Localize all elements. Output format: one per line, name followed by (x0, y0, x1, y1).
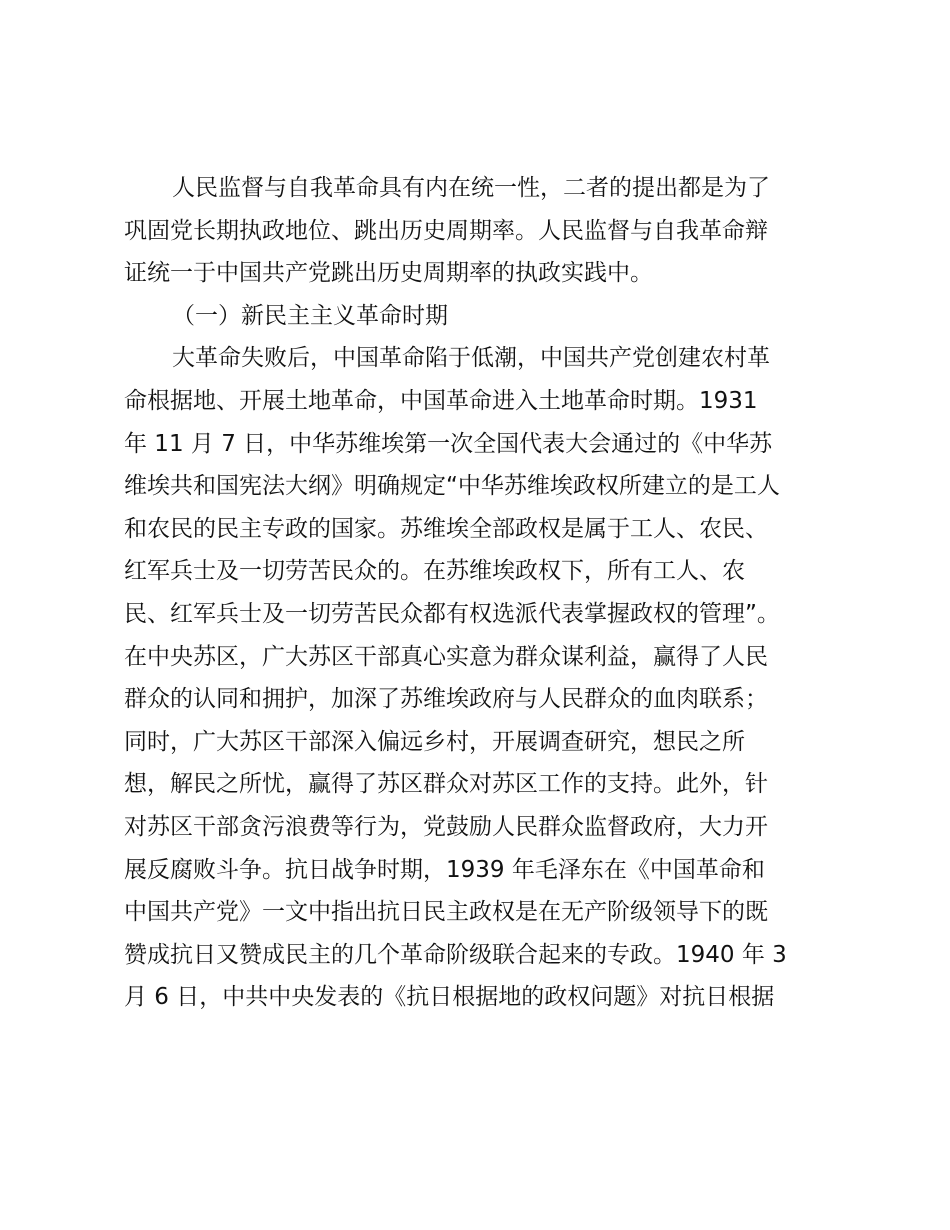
paragraph-2-line: 大革命失败后，中国革命陷于低潮，中国共产党创建农村革 (172, 345, 770, 372)
paragraph-2-line: 红军兵士及一切劳苦民众的。在苏维埃政权下，所有工人、农 (124, 558, 745, 585)
paragraph-1-line: 人民监督与自我革命具有内在统一性，二者的提出都是为了 (172, 175, 770, 201)
paragraph-2-line: 想，解民之所忧，赢得了苏区群众对苏区工作的支持。此外，针 (124, 771, 768, 798)
paragraph-1-line: 巩固党长期执政地位、跳出历史周期率。人民监督与自我革命辩 (124, 217, 768, 244)
paragraph-2-line: 赞成抗日又赞成民主的几个革命阶级联合起来的专政。1940 年 3 (124, 941, 787, 968)
paragraph-2-line: 中国共产党》一文中指出抗日民主政权是在无产阶级领导下的既 (124, 899, 768, 926)
paragraph-2-line: 群众的认同和拥护，加深了苏维埃政府与人民群众的血肉联系； (124, 686, 768, 713)
paragraph-2-line: 年 11 月 7 日，中华苏维埃第一次全国代表大会通过的《中华苏 (124, 430, 773, 457)
paragraph-1-line: 证统一于中国共产党跳出历史周期率的执政实践中。 (124, 260, 653, 287)
paragraph-2-line: 命根据地、开展土地革命，中国革命进入土地革命时期。1931 (124, 387, 758, 414)
paragraph-2-line: 月 6 日，中共中央发表的《抗日根据地的政权问题》对抗日根据 (124, 984, 775, 1011)
paragraph-2-line: 维埃共和国宪法大纲》明确规定“中华苏维埃政权所建立的是工人 (124, 473, 780, 500)
paragraph-2-line: 民、红军兵士及一切劳苦民众都有权选派代表掌握政权的管理”。 (124, 600, 780, 627)
paragraph-2-line: 对苏区干部贪污浪费等行为，党鼓励人民群众监督政府，大力开 (124, 813, 768, 840)
section-heading: （一）新民主主义革命时期 (172, 302, 448, 329)
document-body (124, 167, 836, 1019)
paragraph-2-line: 和农民的民主专政的国家。苏维埃全部政权是属于工人、农民、 (124, 515, 768, 542)
paragraph-2-line: 展反腐败斗争。抗日战争时期，1939 年毛泽东在《中国革命和 (124, 856, 765, 883)
paragraph-2-line: 同时，广大苏区干部深入偏远乡村，开展调查研究，想民之所 (124, 728, 745, 755)
paragraph-2-line: 在中央苏区，广大苏区干部真心实意为群众谋利益，赢得了人民 (124, 643, 768, 670)
